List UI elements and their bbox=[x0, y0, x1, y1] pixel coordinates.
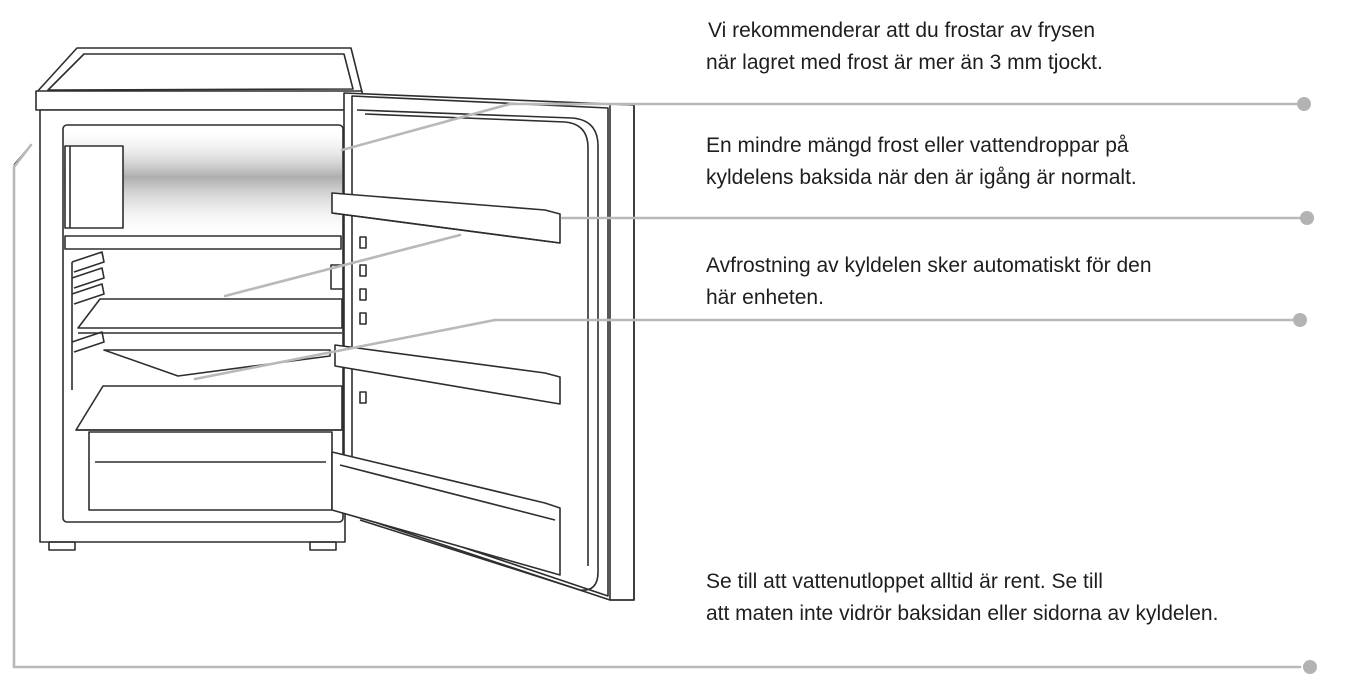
fridge-top-front-edge bbox=[36, 91, 362, 110]
note-freezer-defrost bbox=[706, 15, 1103, 79]
note-water-outlet bbox=[706, 566, 1218, 630]
note-auto-defrost-line-2: här enheten. bbox=[706, 286, 824, 309]
note-water-outlet-line-2: att maten inte vidrör baksidan eller sidorna av kyldelen. bbox=[706, 602, 1219, 625]
freezer-compartment bbox=[64, 126, 342, 249]
freezer-door-flap bbox=[65, 146, 123, 228]
note-auto-defrost bbox=[706, 250, 1152, 314]
refrigerator-illustration bbox=[14, 48, 634, 600]
note-auto-defrost-line-1: Avfrostning av kyldelen sker automatiskt för den bbox=[706, 254, 1152, 277]
note-freezer-defrost-line-2: när lagret med frost är mer än 3 mm tjockt. bbox=[706, 51, 1103, 74]
note-fridge-back-frost bbox=[706, 130, 1137, 194]
leader-dots bbox=[1293, 97, 1317, 674]
glass-shelf-upper bbox=[78, 299, 342, 328]
freezer-bottom-shelf bbox=[65, 236, 341, 249]
glass-shelf-lower bbox=[76, 386, 342, 430]
fridge-foot-right bbox=[310, 542, 336, 550]
note-freezer-defrost-line-1: Vi rekommenderar att du frostar av frysen bbox=[708, 19, 1096, 42]
note-water-outlet-line-1: Se till att vattenutloppet alltid är rent. Se till bbox=[706, 570, 1103, 593]
fridge-foot-left bbox=[49, 542, 75, 550]
crisper-drawer bbox=[89, 432, 332, 510]
note-fridge-back-frost-line-2: kyldelens baksida när den är igång är normalt. bbox=[706, 166, 1137, 189]
leader-dot-1 bbox=[1297, 97, 1311, 111]
leader-dot-2 bbox=[1300, 211, 1314, 225]
leader-dot-4 bbox=[1303, 660, 1317, 674]
note-fridge-back-frost-line-1: En mindre mängd frost eller vattendroppar på bbox=[706, 134, 1129, 157]
leader-dot-3 bbox=[1293, 313, 1307, 327]
open-door bbox=[332, 93, 634, 600]
